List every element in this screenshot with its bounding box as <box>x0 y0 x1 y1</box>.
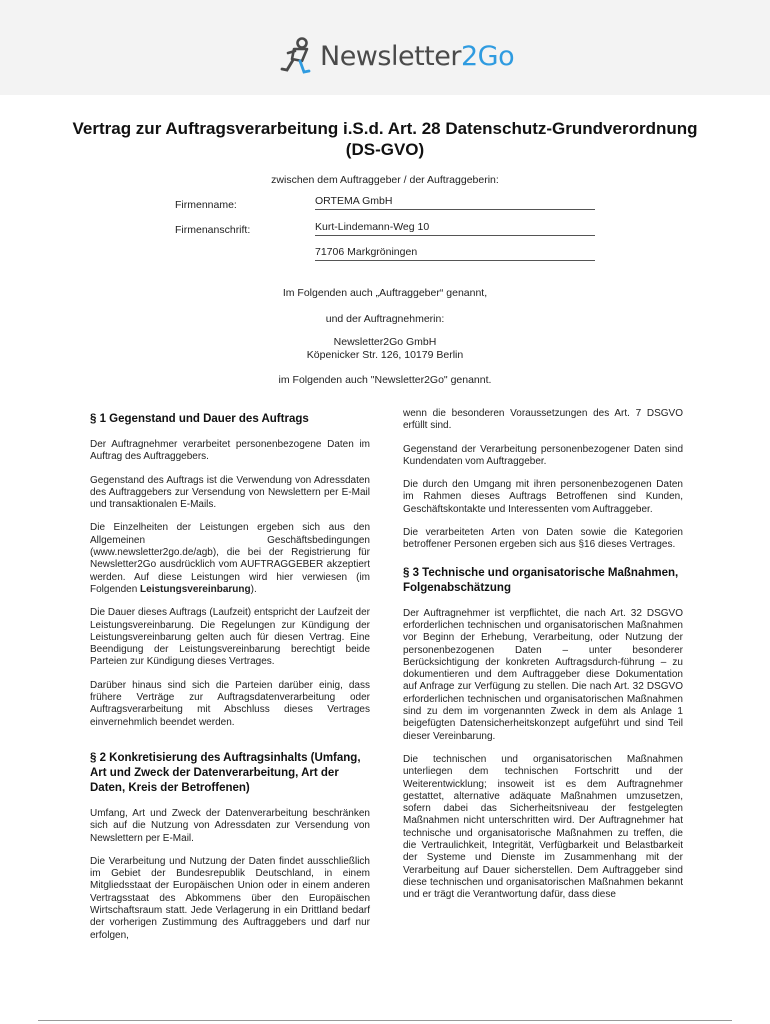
section-1-paragraph: Gegenstand des Auftrags ist die Verwendung von Adressdaten des Auftraggebers zur Versendung von Newslettern per E-Mail und transaktionalen E-Mails. <box>90 474 370 511</box>
address-label: Firmenanschrift: <box>175 224 251 236</box>
document-title: Vertrag zur Auftragsverarbeitung i.S.d. Art. 28 Datenschutz-Grundverordnung (DS-GVO) <box>72 119 698 159</box>
section-1-paragraph: Die Einzelheiten der Leistungen ergeben sich aus den Allgemeinen Geschäftsbedingungen (www.newsletter2go.de/agb), die bei der Registrierung für Newsletter2Go ausdrücklich vom AUFTRAGGEBER akzeptiert werden. Auf diese Leistungen wird hier verwiesen (im Folgenden Leistungsvereinbarung). <box>90 522 370 595</box>
section-3-heading: § 3 Technische und organisatorische Maßnahmen, Folgenabschätzung <box>403 566 679 594</box>
logo-text: Newsletter2Go <box>320 40 515 72</box>
section-1-heading: § 1 Gegenstand und Dauer des Auftrags <box>90 413 309 425</box>
newsletter2go-logo <box>280 36 514 76</box>
page-bottom-divider <box>38 1020 732 1021</box>
section-1-paragraph: Der Auftragnehmer verarbeitet personenbezogene Daten im Auftrag des Auftraggebers. <box>90 439 370 463</box>
address-line1-field: Kurt-Lindemann-Weg 10 <box>315 221 595 236</box>
section-2-paragraph: Die durch den Umgang mit ihren personenbezogenen Daten im Rahmen dieses Auftrags Betroffenen sind Kunden, Geschäftskontakte und Interessenten vom Auftraggeber. <box>403 479 683 515</box>
service-agreement-term: Leistungsvereinbarung <box>140 583 251 595</box>
company-label: Firmenname: <box>175 199 237 211</box>
address-line2-field: 71706 Markgröningen <box>315 246 595 261</box>
section-1-paragraph: Die Dauer dieses Auftrags (Laufzeit) entspricht der Laufzeit der Leistungsvereinbarung. Die Regelungen zur Kündigung der Leistungsvereinbarung gelten auch für diesen Vertrag. Eine Beendigung der Leistungsvereinbarung berechtigt beide Parteien zur Kündigung dieses Vertrages. <box>90 607 370 668</box>
contractor-intro: und der Auftragnehmerin: <box>325 313 445 325</box>
section-2-paragraph: Die verarbeiteten Arten von Daten sowie die Kategorien betroffener Personen ergeben sich aus §16 dieses Vertrages. <box>403 527 683 551</box>
contractor-name: Newsletter2Go GmbH <box>333 336 437 348</box>
section-3-paragraph: Der Auftragnehmer ist verpflichtet, die nach Art. 32 DSGVO erforderlichen technischen und organisatorischen Maßnahmen vor Beginn der Erhebung, Verarbeitung, oder Nutzung der personenbezogenen Daten – unter besonderer Berücksichtigung der konkreten Auftragsdurch-führung – zu dokumentieren und dem Auftraggeber diese Dokumentation auf Anfrage zur Verfügung zu stellen. Die nach Art. 32 DSGVO erforderlichen technischen und organisatorischen Maßnahmen sind zu dem im vorgenannten Zweck in dem als Anlage 1 beigefügten Datensicherheitskonzept aufgeführt und sind Teil dieser Vereinbarung. <box>403 607 683 742</box>
section-2-paragraph: wenn die besonderen Voraussetzungen des Art. 7 DSGVO erfüllt sind. <box>403 408 683 432</box>
right-column <box>403 408 683 913</box>
contractor-address: Köpenicker Str. 126, 10179 Berlin <box>306 349 464 361</box>
left-column <box>90 408 370 953</box>
company-field: ORTEMA GmbH <box>315 195 595 210</box>
section-2-paragraph: Die Verarbeitung und Nutzung der Daten findet ausschließlich im Gebiet der Bundesrepublik Deutschland, in einem Mitgliedsstaat der Europäischen Union oder in einem anderen Vertragsstaat des Abkommens über den Europäischen Wirtschaftsraum statt. Jede Verlagerung in ein Drittland bedarf der vorherigen Zustimmung des Auftraggebers und darf nur erfolgen, <box>90 855 370 941</box>
section-2-paragraph: Gegenstand der Verarbeitung personenbezogener Daten sind Kundendaten vom Auftraggeber. <box>403 443 683 467</box>
section-2-heading: § 2 Konkretisierung des Auftragsinhalts (Umfang, Art und Zweck der Datenverarbeitung, Art der Daten, Kreis der Betroffenen) <box>90 751 361 794</box>
client-designation: Im Folgenden auch „Auftraggeber“ genannt, <box>282 287 488 299</box>
intro-line: zwischen dem Auftraggeber / der Auftraggeberin: <box>271 174 499 186</box>
runner-icon <box>280 37 316 75</box>
contractor-designation: im Folgenden auch "Newsletter2Go" genannt. <box>278 374 492 386</box>
section-1-paragraph: Darüber hinaus sind sich die Parteien darüber einig, dass frühere Verträge zur Auftragsdatenverarbeitung oder Auftragsverarbeitung mit Abschluss dieses Vertrages einvernehmlich beendet werden. <box>90 679 370 728</box>
section-3-paragraph: Die technischen und organisatorischen Maßnahmen unterliegen dem technischen Fortschritt und der Weiterentwicklung; insoweit ist es dem Auftragnehmer gestattet, alternative adäquate Maßnahmen umzusetzen, sofern dabei das Sicherheitsniveau der festgelegten Maßnahmen nicht unterschritten wird. Der Auftragnehmer hat technische und organisatorische Maßnahmen zu treffen, die die Vertraulichkeit, Integrität, Verfügbarkeit und Belastbarkeit der Systeme und Dienste im Zusammenhang mit der Verarbeitung auf Dauer sicherstellen. Dem Auftraggeber sind diese technischen und organisatorischen Maßnahmen bekannt und er trägt die Verantwortung dafür, dass diese <box>403 753 683 901</box>
section-2-paragraph: Umfang, Art und Zweck der Datenverarbeitung beschränken sich auf die Nutzung von Adressdaten zur Versendung von Newslettern per E-Mail. <box>90 807 370 844</box>
